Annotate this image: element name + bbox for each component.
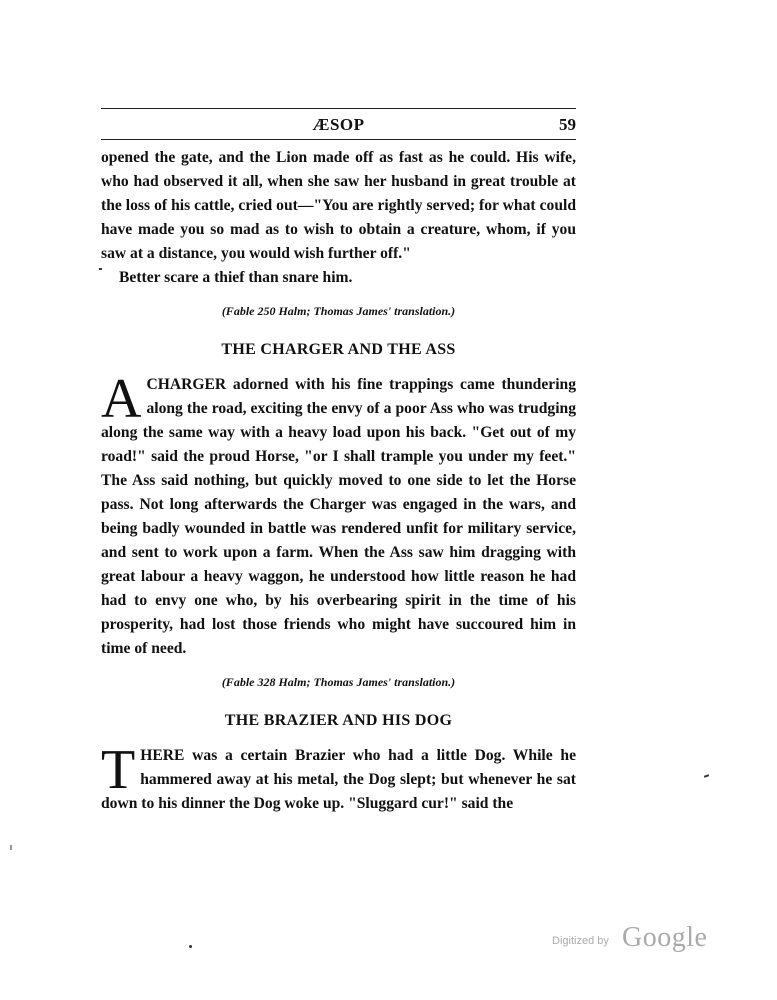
digitized-label: Digitized by	[552, 935, 609, 947]
scan-speck	[10, 845, 12, 850]
scan-speck	[99, 268, 102, 270]
fable-paragraph	[101, 368, 576, 661]
fable-paragraph	[101, 739, 576, 816]
fable-credit: (Fable 328 Halm; Thomas James' translation.)	[221, 675, 456, 689]
google-logo: Google	[622, 922, 708, 953]
running-header	[101, 113, 576, 137]
book-page	[101, 108, 576, 816]
fable-body-text: HERE was a certain Brazier who had a little Dog. While he hammered away at his metal, the Dog slept; but whenever he sat down to his dinner the Dog woke up. "Sluggard cur!" said the	[101, 747, 576, 812]
running-title: ÆSOP	[312, 115, 365, 134]
digitized-watermark	[552, 922, 722, 955]
drop-cap: T	[101, 739, 136, 801]
header-top-rule	[101, 108, 576, 109]
fable-credit: (Fable 250 Halm; Thomas James' translation.)	[221, 304, 456, 318]
scan-speck	[704, 774, 709, 778]
drop-cap: A	[101, 368, 142, 430]
fable-heading: THE BRAZIER AND HIS DOG	[224, 712, 453, 729]
continuation-paragraph: opened the gate, and the Lion made off as fast as he could. His wife, who had observed it all, when she saw her husband in great trouble at the loss of his cattle, cried out—"You are rightly served; for what could have made you so mad as to wish to obtain a creature, whom, if you saw at a distance, you would wish further off."	[101, 149, 576, 262]
header-bottom-rule	[101, 139, 576, 140]
fable-heading: THE CHARGER AND THE ASS	[221, 341, 456, 358]
page-number: 59	[559, 115, 576, 134]
moral-line: Better scare a thief than snare him.	[119, 269, 353, 286]
fable-body-text: CHARGER adorned with his fine trappings came thundering along the road, exciting the envy of a poor Ass who was trudging along the same way with a heavy load upon his back. "Get out of my road!" said the proud Horse, "or I shall trample you under my feet." The Ass said nothing, but quickly moved to one side to let the Horse pass. Not long afterwards the Charger was engaged in the wars, and being badly wounded in battle was rendered unfit for military service, and sent to work upon a farm. When the Ass saw him dragging with great labour a heavy waggon, he understood how little reason he had had to envy one who, by his overbearing spirit in the time of his prosperity, had lost those friends who might have succoured him in time of need.	[101, 376, 576, 657]
scan-speck	[189, 945, 192, 948]
